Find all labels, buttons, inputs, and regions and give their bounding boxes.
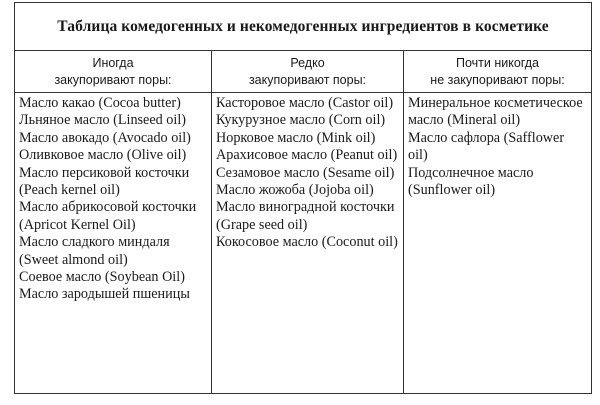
list-item: Масло сафлора (Safflower oil)	[408, 129, 565, 164]
header-sometimes-line1: Иногда	[92, 56, 134, 70]
list-item: Минеральное косметическое масло (Mineral oil)	[408, 95, 583, 129]
list-item: Арахисовое масло (Peanut oil)	[216, 147, 398, 164]
list-item: Касторовое масло (Castor oil)	[216, 95, 394, 111]
ingredients-table	[14, 2, 592, 394]
table-body-row	[15, 93, 591, 393]
list-item: Масло какао (Cocoa butter)	[19, 95, 181, 111]
header-rarely-clog	[212, 51, 404, 92]
header-almost-never-clog	[404, 51, 591, 92]
header-rarely-line2: закупоривают поры:	[248, 73, 367, 87]
list-item: Масло виноградной косточки (Grape seed oil)	[216, 199, 395, 233]
header-sometimes-clog	[15, 51, 212, 92]
table-header-row	[15, 51, 591, 93]
header-almost-never-line1: Почти никогда	[455, 56, 540, 70]
list-item: Масло жожоба (Jojoba oil)	[216, 182, 374, 199]
list-item: Кукурузное масло (Corn oil)	[216, 112, 386, 129]
header-rarely-line1: Редко	[290, 56, 325, 70]
header-sometimes-line2: закупоривают поры:	[54, 73, 172, 87]
list-item: Норковое масло (Mink oil)	[216, 129, 376, 146]
list-item: Масло сладкого миндаля (Sweet almond oil)	[19, 234, 170, 268]
table-title: Таблица комедогенных и некомедогенных ингредиентов в косметике	[15, 3, 591, 51]
list-item: Соевое масло (Soybean Oil)	[19, 269, 185, 286]
list-item: Кокосовое масло (Coconut oil)	[216, 234, 398, 251]
list-item: Льняное масло (Linseed oil)	[19, 112, 186, 129]
column-almost-never-clog	[404, 93, 591, 393]
header-almost-never-line2: не закупоривают поры:	[430, 73, 565, 87]
column-sometimes-clog	[15, 93, 212, 393]
list-item: Масло зародышей пшеницы	[19, 286, 190, 303]
column-rarely-clog	[212, 93, 404, 393]
list-item: Масло абрикосовой косточки (Apricot Kernel Oil)	[19, 199, 197, 233]
list-item: Сезамовое масло (Sesame oil)	[216, 164, 395, 181]
list-item: Оливковое масло (Olive oil)	[19, 147, 187, 164]
list-item: Масло персиковой косточки (Peach kernel oil)	[19, 164, 190, 199]
list-item: Масло авокадо (Avocado oil)	[19, 129, 191, 146]
list-item: Подсолнечное масло (Sunflower oil)	[408, 164, 534, 199]
